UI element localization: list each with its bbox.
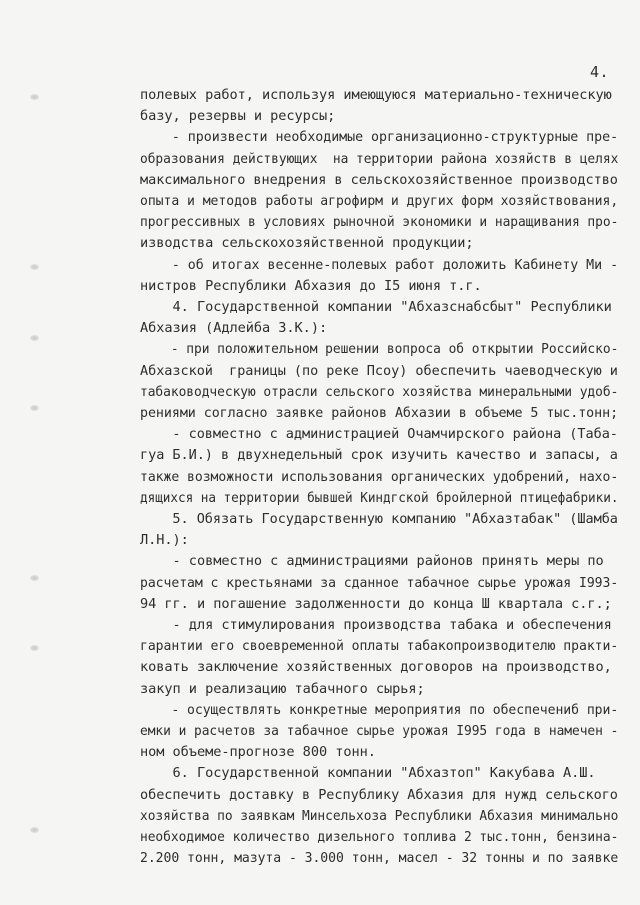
text-line: - произвести необходимые организационно-структурные пре- <box>140 129 619 146</box>
text-line: обеспечить доставку в Республику Абхазия для нужд сельского <box>140 786 618 803</box>
text-line: гуа Б.И.) в двухнедельный срок изучить качество и запасы, а <box>140 447 618 464</box>
text-line: 94 гг. и погашение задолженности до конца Ш квартала с.г.; <box>140 595 612 612</box>
binder-hole-mark <box>30 645 39 651</box>
text-line: образования действующих на территории района хозяйств в целях <box>140 150 619 167</box>
text-line: дящихся на территории бывшей Киндгской бройлерной птицефабрики. <box>140 489 619 506</box>
text-line: полевых работ, используя имеющуюся материально-техническую <box>140 87 612 103</box>
text-line: - осуществлять конкретные мероприятия по обеспечениб при- <box>140 701 619 718</box>
text-line: 6. Государственной компании "Абхазтоп" Какубава А.Ш. <box>140 765 596 782</box>
binder-hole-mark <box>30 405 39 411</box>
text-line: ном объеме-прогнозе 800 тонн. <box>140 744 376 761</box>
text-line: - для стимулирования производства табака и обеспечения <box>140 617 612 633</box>
page-number: 4. <box>590 63 610 81</box>
text-line: емки и расчетов за табачное сырье урожая I995 года в намечен - <box>140 723 619 739</box>
text-line: хозяйства по заявкам Минсельхоза Республики Абхазия минимально <box>140 807 619 824</box>
text-line: 4. Государственной компании "Абхазснабсбыт" Республики <box>140 299 612 315</box>
text-line: - об итогах весенне-полевых работ доложить Кабинету Ми - <box>140 256 619 273</box>
text-line: нистров Республики Абхазия до I5 июня т.г. <box>140 277 482 294</box>
text-line: опыта и методов работы агрофирм и других форм хозяйствования, <box>140 193 619 209</box>
text-line: Л.Н.): <box>140 532 189 549</box>
text-line: закуп и реализацию табачного сырья; <box>140 680 425 697</box>
text-line: табаководческую отрасли сельского хозяйства минеральными удоб- <box>140 383 619 400</box>
text-line: необходимое количество дизельного топлива 2 тыс.тонн, бензина- <box>140 829 619 845</box>
text-line: Абхазской границы (по реке Псоу) обеспечить чаеводческую и <box>140 362 618 379</box>
text-line: - при положительном решении вопроса об открытии Российско- <box>140 341 619 358</box>
binder-hole-mark <box>30 575 39 581</box>
text-line: рениями согласно заявке районов Абхазии в объеме 5 тыс.тонн; <box>140 405 619 421</box>
text-line: максимального внедрения в сельскохозяйственное производство <box>140 171 618 188</box>
text-line: изводства сельскохозяйственной продукции; <box>140 235 474 252</box>
text-line: базу, резервы и ресурсы; <box>140 108 336 125</box>
text-line: гарантии его своевременной оплаты табакопроизводителю практи- <box>140 638 619 655</box>
text-line: также возможности использования органических удобрений, нахо- <box>140 468 619 485</box>
binder-hole-mark <box>30 94 39 100</box>
binder-hole-mark <box>30 264 39 270</box>
text-line: Абхазия (Адлейба З.К.): <box>140 320 328 337</box>
text-line: ковать заключение хозяйственных договоров на производство, <box>140 659 612 676</box>
text-line: - совместно с администрацией Очамчирского района (Таба- <box>140 426 618 443</box>
text-line: расчетам с крестьянами за сданное табачное сырье урожая I993- <box>140 574 619 591</box>
binder-hole-mark <box>30 827 39 833</box>
binder-hole-mark <box>30 335 39 341</box>
text-line: 5. Обязать Государственную компанию "Абхазтабак" (Шамба <box>140 511 618 527</box>
text-line: - совместно с администрациями районов принять меры по <box>140 553 604 570</box>
text-line: 2.200 тонн, мазута - 3.000 тонн, масел - 32 тонны и по заявке <box>140 850 619 867</box>
text-line: прогрессивных в условиях рыночной экономики и наращивания про- <box>140 214 619 231</box>
